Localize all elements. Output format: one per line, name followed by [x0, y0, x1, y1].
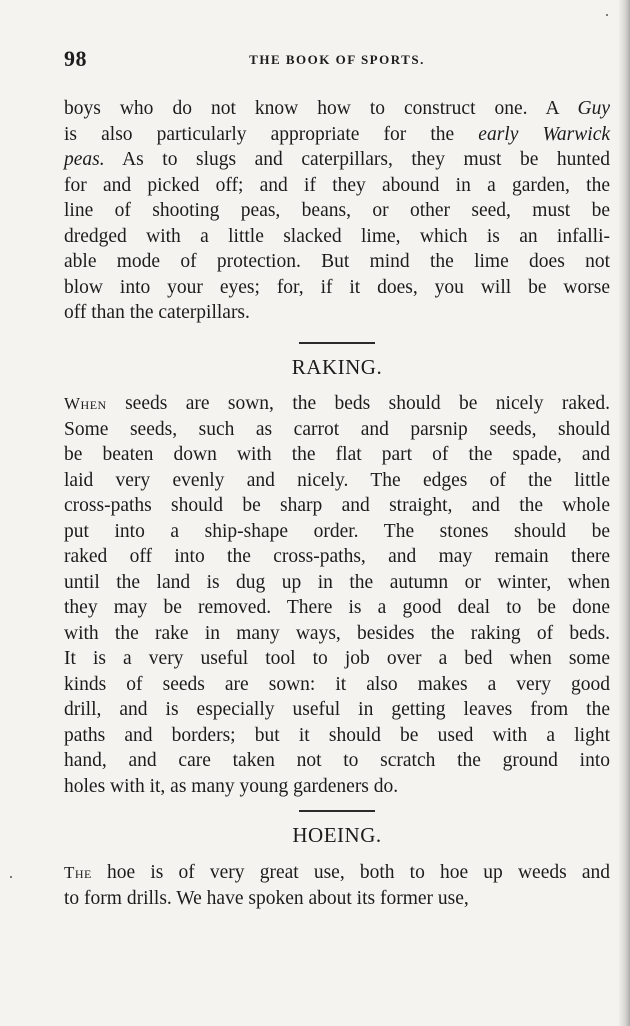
- text-line: [64, 886, 610, 912]
- text-run: It is a very useful tool to job over a bed when some: [64, 648, 610, 669]
- text-line: [64, 493, 610, 519]
- text-run: put into a ship-shape order. The stones should be: [64, 520, 610, 542]
- text-line: [64, 860, 610, 886]
- hoeing-paragraph: [64, 860, 610, 911]
- text-line: [64, 621, 610, 647]
- text-line: [64, 275, 610, 301]
- section-divider: [299, 342, 375, 344]
- text-run: cross-paths should be sharp and straight, and the whole: [64, 495, 610, 516]
- page-header: [64, 46, 610, 76]
- text-run: hoe is of very great use, both to hoe up weeds and: [91, 862, 610, 883]
- text-line: [64, 198, 610, 224]
- italic-text: Guy: [577, 98, 610, 119]
- text-run: line of shooting peas, beans, or other seed, must be: [64, 200, 610, 221]
- text-line: [64, 224, 610, 250]
- text-run: paths and borders; but it should be used with a light: [64, 724, 610, 746]
- text-run: for and picked off; and if they abound in a garden, the: [64, 174, 610, 196]
- text-line: [64, 391, 610, 417]
- text-run: seeds are sown, the beds should be nicely raked.: [106, 393, 610, 414]
- text-run: with the rake in many ways, besides the raking of beds.: [64, 622, 610, 644]
- scan-speck: [606, 14, 608, 16]
- text-run: they may be removed. There is a good deal to be done: [64, 597, 610, 618]
- running-head: THE BOOK OF SPORTS.: [249, 52, 425, 67]
- text-run: hand, and care taken not to scratch the ground into: [64, 750, 610, 771]
- text-run: is also particularly appropriate for the: [64, 123, 479, 145]
- text-line: [64, 544, 610, 570]
- italic-text: early Warwick: [478, 123, 610, 145]
- text-line: [64, 417, 610, 443]
- page-number: 98: [64, 46, 87, 71]
- text-run: off than the caterpillars.: [64, 302, 250, 323]
- text-run: to form drills. We have spoken about its former use,: [64, 887, 469, 909]
- text-run: As to slugs and caterpillars, they must be hunted: [104, 149, 610, 170]
- text-line: [64, 697, 610, 723]
- text-run: boys who do not know how to construct one. A: [64, 98, 578, 119]
- text-line: [64, 173, 610, 199]
- text-line: [64, 442, 610, 468]
- text-line: [64, 96, 610, 122]
- intro-paragraph: [64, 96, 610, 326]
- small-caps-text: The: [64, 863, 92, 882]
- text-run: holes with it, as many young gardeners do.: [64, 775, 399, 797]
- text-run: laid very evenly and nicely. The edges of the little: [64, 469, 610, 491]
- text-line: [64, 519, 610, 545]
- text-line: [64, 646, 610, 672]
- text-run: be beaten down with the flat part of the spade, and: [64, 444, 610, 465]
- section-divider: [299, 810, 375, 812]
- text-line: [64, 122, 610, 148]
- text-line: [64, 249, 610, 275]
- text-run: Some seeds, such as carrot and parsnip seeds, should: [64, 418, 610, 440]
- text-run: kinds of seeds are sown: it also makes a very good: [64, 673, 610, 695]
- small-caps-text: When: [64, 394, 107, 413]
- raking-paragraph: [64, 391, 610, 799]
- page-binding-shadow: [618, 0, 630, 1026]
- text-line: [64, 300, 610, 326]
- text-run: until the land is dug up in the autumn or winter, when: [64, 571, 610, 593]
- text-line: [64, 723, 610, 749]
- text-line: [64, 774, 610, 800]
- text-line: [64, 672, 610, 698]
- italic-text: peas.: [64, 149, 105, 170]
- text-line: [64, 595, 610, 621]
- text-run: able mode of protection. But mind the lime does not: [64, 251, 610, 272]
- text-run: blow into your eyes; for, if it does, you will be worse: [64, 276, 610, 298]
- section-title-raking: RAKING.: [291, 355, 383, 379]
- text-line: [64, 147, 610, 173]
- text-line: [64, 468, 610, 494]
- text-line: [64, 570, 610, 596]
- text-run: drill, and is especially useful in getting leaves from the: [64, 699, 610, 720]
- text-run: raked off into the cross-paths, and may remain there: [64, 546, 610, 567]
- text-line: [64, 748, 610, 774]
- scan-speck: [10, 876, 12, 878]
- section-title-hoeing: HOEING.: [292, 823, 382, 847]
- text-run: dredged with a little slacked lime, which is an infalli-: [64, 225, 610, 247]
